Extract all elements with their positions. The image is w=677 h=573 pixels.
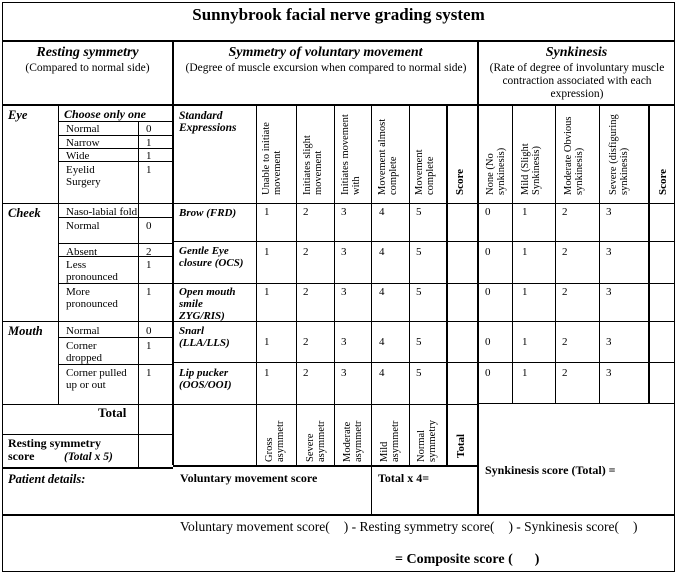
synk-col-header: None (No synkinesis) <box>485 147 507 195</box>
expression-label: Snarl (LLA/LLS) <box>179 325 230 349</box>
rline <box>58 135 172 136</box>
cheek-score: 2 <box>146 246 152 258</box>
mouth-option: Corner pulled up or out <box>66 367 127 391</box>
asym-col-header: Normal symmetry <box>416 420 438 462</box>
synk-grade-cell: 3 <box>606 367 612 379</box>
composite-line <box>395 552 539 567</box>
synk-grade-cell: 1 <box>522 246 528 258</box>
synk-grade-cell: 3 <box>606 246 612 258</box>
synk-grade-cell: 0 <box>485 367 491 379</box>
synk-grade-cell: 2 <box>562 206 568 218</box>
vol-total-header: Total <box>455 433 467 458</box>
synk-grade-cell: 2 <box>562 367 568 379</box>
heading-divider <box>2 104 675 106</box>
vol-grade-cell: 1 <box>264 286 270 298</box>
synk-grade-cell: 1 <box>522 367 528 379</box>
expression-label: Brow (FRD) <box>179 207 237 219</box>
formula-part4: ) <box>633 519 638 534</box>
mouth-option: Corner dropped <box>66 340 103 364</box>
eye-option: Normal <box>66 123 100 135</box>
composite-end: ) <box>534 552 540 567</box>
vol-grade-cell: 4 <box>379 246 385 258</box>
eye-option: Wide <box>66 150 90 162</box>
formula-line <box>180 519 638 534</box>
vol-grade-cell: 2 <box>303 336 309 348</box>
vol-grade-cell: 5 <box>416 286 422 298</box>
eye-score: 1 <box>146 150 152 162</box>
synk-grade-cell: 1 <box>522 206 528 218</box>
asym-col-header: Mild asymmetr <box>379 420 401 462</box>
border-right <box>674 2 675 572</box>
synk-grade-cell: 0 <box>485 206 491 218</box>
patient-details-label: Patient details: <box>8 472 86 486</box>
vol-grade-cell: 4 <box>379 286 385 298</box>
eye-score: 0 <box>146 123 152 135</box>
vol-grade-cell: 2 <box>303 286 309 298</box>
border-bottom <box>2 571 675 572</box>
mouth-score: 1 <box>146 367 152 379</box>
divider-resting <box>172 40 174 465</box>
resting-heading: Resting symmetry <box>36 45 139 60</box>
expression-label: Lip pucker (OOS/OOI) <box>179 367 232 391</box>
rline <box>2 434 173 435</box>
svline <box>478 403 675 404</box>
vol-grade-cell: 3 <box>341 286 347 298</box>
choose-only-one: Choose only one <box>64 107 147 121</box>
synk-grade-cell: 1 <box>522 336 528 348</box>
resting-score-formula: (Total x 5) <box>64 451 113 463</box>
formula-part2: ) - Resting symmetry score( <box>343 519 495 534</box>
vol-grade-cell: 4 <box>379 336 385 348</box>
synk-grade-cell: 0 <box>485 246 491 258</box>
vline <box>446 105 448 465</box>
vline <box>334 105 335 465</box>
vol-col-header: Initiates slight movement <box>302 135 324 195</box>
nasolabial-label: Naso-labial fold <box>66 206 138 218</box>
asym-col-header: Severe asymmetr <box>305 420 327 462</box>
standard-expressions-label: Standard Expressions <box>179 110 237 134</box>
cheek-score: 0 <box>146 220 152 232</box>
vol-col-header: Movement almost complete <box>377 118 399 195</box>
rline <box>58 337 172 338</box>
synkinesis-subheading: (Rate of degree of involuntary muscle contraction associated with each expression) <box>489 62 665 100</box>
rline <box>58 283 172 284</box>
expression-label: Gentle Eye closure (OCS) <box>179 245 244 269</box>
mouth-option: Normal <box>66 325 100 337</box>
voluntary-score-label: Voluntary movement score <box>180 471 318 485</box>
synk-grade-cell: 0 <box>485 286 491 298</box>
vol-grade-cell: 5 <box>416 336 422 348</box>
mouth-score: 1 <box>146 340 152 352</box>
synkinesis-score-label: Synkinesis score (Total) = <box>485 463 616 477</box>
rline <box>2 321 675 322</box>
resting-score-label: Resting symmetry score <box>8 436 101 463</box>
svline <box>512 105 513 403</box>
vline <box>256 105 257 465</box>
synk-grade-cell: 3 <box>606 336 612 348</box>
resting-subheading: (Compared to normal side) <box>25 62 150 74</box>
vol-grade-cell: 3 <box>341 336 347 348</box>
voluntary-heading: Symmetry of voluntary movement <box>228 45 423 60</box>
vol-grade-cell: 3 <box>341 206 347 218</box>
eye-option: Narrow <box>66 137 100 149</box>
vol-grade-cell: 3 <box>341 246 347 258</box>
vline <box>371 105 372 515</box>
synk-grade-cell: 1 <box>522 286 528 298</box>
synk-grade-cell: 3 <box>606 206 612 218</box>
border-top <box>2 2 675 3</box>
vol-grade-cell: 4 <box>379 206 385 218</box>
vol-grade-cell: 5 <box>416 367 422 379</box>
synk-grade-cell: 0 <box>485 336 491 348</box>
vol-col-header: Movement complete <box>414 149 436 195</box>
cheek-score: 1 <box>146 259 152 271</box>
formula-part1: Voluntary movement score( <box>180 519 330 534</box>
cheek-option: Less pronounced <box>66 259 118 283</box>
vol-grade-cell: 4 <box>379 367 385 379</box>
asym-col-header: Gross asymmetr <box>264 420 286 462</box>
rline <box>58 364 172 365</box>
eye-score: 1 <box>146 164 152 176</box>
formula-part3: ) - Synkinesis score( <box>508 519 620 534</box>
hline <box>173 465 477 467</box>
vol-col-header: Initiates movement with <box>340 114 362 195</box>
mouth-label: Mouth <box>8 324 43 338</box>
divider-res-label <box>58 105 59 404</box>
voluntary-subheading: (Degree of muscle excursion when compared to normal side) <box>185 62 467 74</box>
eye-option: Eyelid Surgery <box>66 164 101 188</box>
svline <box>599 105 600 403</box>
vol-grade-cell: 3 <box>341 367 347 379</box>
synk-grade-cell: 3 <box>606 286 612 298</box>
cheek-option: More pronounced <box>66 286 118 310</box>
total-x4-label: Total x 4= <box>378 471 430 485</box>
svline <box>555 105 556 403</box>
eye-score: 1 <box>146 137 152 149</box>
rline <box>58 243 172 244</box>
title-divider <box>2 40 675 42</box>
synk-score-header: Score <box>657 168 669 195</box>
mouth-score: 0 <box>146 325 152 337</box>
vol-grade-cell: 2 <box>303 246 309 258</box>
hline <box>2 514 675 516</box>
synk-grade-cell: 2 <box>562 336 568 348</box>
vline <box>409 105 410 465</box>
rline <box>2 203 675 204</box>
synk-col-header: Mild (Slight Synkinesis) <box>520 143 542 195</box>
synk-col-header: Severe (disfiguring synkinesis) <box>608 114 630 195</box>
divider-res-score <box>138 121 139 468</box>
vol-grade-cell: 2 <box>303 367 309 379</box>
synk-grade-cell: 2 <box>562 246 568 258</box>
svline <box>648 105 650 403</box>
expression-label: Open mouth smile ZYG/RIS) <box>179 286 236 322</box>
asym-col-header: Moderate asymmetr <box>342 420 364 462</box>
vol-col-header: Unable to initiate movement <box>261 122 283 195</box>
divider-synk <box>477 40 479 514</box>
rline <box>58 121 172 122</box>
vline <box>296 105 297 465</box>
vol-grade-cell: 1 <box>264 206 270 218</box>
synkinesis-heading: Synkinesis <box>545 45 608 60</box>
cheek-option: Normal <box>66 220 100 232</box>
rline <box>2 404 478 405</box>
vol-grade-cell: 1 <box>264 367 270 379</box>
border-left <box>2 2 3 572</box>
rline <box>2 467 173 469</box>
vol-grade-cell: 5 <box>416 206 422 218</box>
vol-grade-cell: 2 <box>303 206 309 218</box>
synk-grade-cell: 2 <box>562 286 568 298</box>
eye-label: Eye <box>8 108 28 122</box>
page-title: Sunnybrook facial nerve grading system <box>192 5 485 24</box>
synk-col-header: Moderate Obvious synkinesis) <box>563 116 585 195</box>
vol-score-header: Score <box>454 168 466 195</box>
vol-grade-cell: 5 <box>416 246 422 258</box>
vol-grade-cell: 1 <box>264 336 270 348</box>
cheek-label: Cheek <box>8 206 41 220</box>
cheek-score: 1 <box>146 286 152 298</box>
vol-grade-cell: 1 <box>264 246 270 258</box>
resting-total-label: Total <box>98 405 127 420</box>
cheek-option: Absent <box>66 246 98 258</box>
composite-label: = Composite score ( <box>395 552 513 567</box>
